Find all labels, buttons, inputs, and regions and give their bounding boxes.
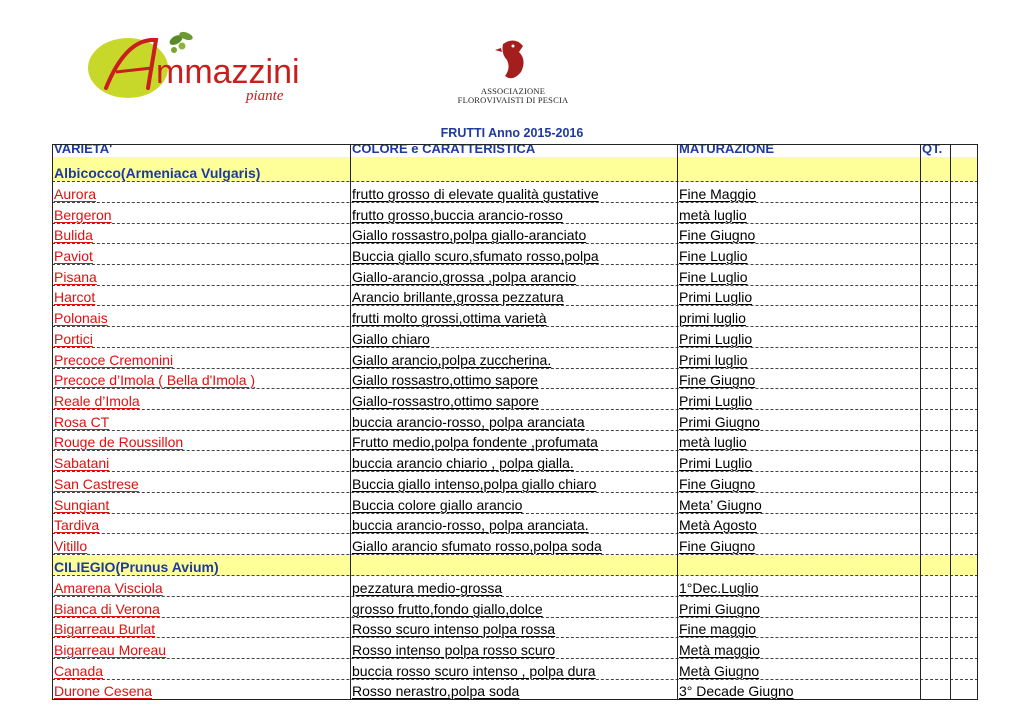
qty-cell xyxy=(920,514,950,533)
variety-cell: Precoce d’Imola ( Bella d'Imola ) xyxy=(54,372,256,388)
maturation-cell: Fine Giugno xyxy=(679,227,756,243)
brand-sub: piante xyxy=(246,88,284,104)
extra-cell xyxy=(950,659,978,679)
color-cell: Frutto medio,polpa fondente ,profumata xyxy=(352,434,598,450)
color-cell: Rosso scuro intenso polpa rossa xyxy=(352,621,556,637)
extra-cell xyxy=(950,389,978,409)
color-cell: Giallo arancio sfumato rosso,polpa soda xyxy=(352,538,602,554)
column-header-variety: VARIETA' xyxy=(54,144,113,156)
variety-cell: Rosa CT xyxy=(54,414,110,430)
color-cell: frutto grosso di elevate qualità gustative xyxy=(352,186,599,202)
variety-cell: San Castrese xyxy=(54,476,139,492)
table-row xyxy=(52,286,978,306)
column-header-qty: QT. xyxy=(922,144,943,156)
column-header-maturation: MATURAZIONE xyxy=(679,144,775,156)
variety-cell: Polonais xyxy=(54,310,108,326)
column-divider xyxy=(950,144,951,700)
variety-cell: Aurora xyxy=(54,186,97,202)
maturation-cell: Meta’ Giugno xyxy=(679,497,762,513)
variety-cell: Bergeron xyxy=(54,207,112,223)
variety-cell: Durone Cesena xyxy=(54,683,153,699)
maturation-cell: Metà maggio xyxy=(679,642,760,658)
table-row xyxy=(52,244,978,265)
qty-cell xyxy=(920,576,950,596)
qty-cell xyxy=(920,286,950,305)
extra-cell xyxy=(950,451,978,471)
color-cell: Giallo chiaro xyxy=(352,331,430,347)
qty-cell xyxy=(920,224,950,243)
table-row xyxy=(52,431,978,451)
extra-cell xyxy=(950,286,978,305)
table-row xyxy=(52,680,978,700)
qty-cell xyxy=(920,265,950,285)
qty-cell xyxy=(920,493,950,513)
variety-cell: Harcot xyxy=(54,289,96,305)
extra-cell xyxy=(950,410,978,430)
qty-cell xyxy=(920,534,950,554)
variety-cell: Pisana xyxy=(54,269,97,285)
maturation-cell: Primi Luglio xyxy=(679,455,753,471)
table-row xyxy=(52,659,978,680)
color-cell: Buccia colore giallo arancio xyxy=(352,497,523,513)
color-cell: Buccia giallo scuro,sfumato rosso,polpa xyxy=(352,248,599,264)
qty-cell xyxy=(920,369,950,388)
color-cell: buccia arancio-rosso, polpa aranciata. xyxy=(352,517,589,533)
variety-cell: Canada xyxy=(54,663,104,679)
qty-cell xyxy=(920,597,950,617)
table-row xyxy=(52,472,978,493)
table-row xyxy=(52,389,978,410)
maturation-cell: Metà Agosto xyxy=(679,517,757,533)
color-cell: grosso frutto,fondo giallo,dolce xyxy=(352,601,543,617)
qty-cell xyxy=(920,244,950,264)
column-divider xyxy=(920,144,921,700)
maturation-cell: 3° Decade Giugno xyxy=(679,683,794,699)
color-cell xyxy=(350,157,677,181)
table-row xyxy=(52,369,978,389)
maturation-cell xyxy=(677,555,920,575)
variety-cell: Sabatani xyxy=(54,455,110,471)
maturation-cell: Primi Giugno xyxy=(679,601,760,617)
extra-cell xyxy=(950,514,978,533)
table-row xyxy=(52,182,978,203)
maturation-cell: metà luglio xyxy=(679,207,747,223)
variety-cell: CILIEGIO(Prunus Avium) xyxy=(54,559,219,575)
color-cell xyxy=(350,555,677,575)
maturation-cell: Fine Luglio xyxy=(679,269,748,285)
bird-emblem-icon xyxy=(493,38,533,82)
qty-cell xyxy=(920,348,950,368)
maturation-cell: Primi Giugno xyxy=(679,414,760,430)
qty-cell xyxy=(920,389,950,409)
maturation-cell: Primi luglio xyxy=(679,352,748,368)
color-cell: Rosso intenso polpa rosso scuro xyxy=(352,642,556,658)
extra-cell xyxy=(950,203,978,223)
extra-cell xyxy=(950,244,978,264)
extra-cell xyxy=(950,534,978,554)
variety-cell: Rouge de Roussillon xyxy=(54,434,184,450)
brand-name: mmazzini xyxy=(156,53,300,91)
variety-cell: Portici xyxy=(54,331,93,347)
variety-cell: Precoce Cremonini xyxy=(54,352,174,368)
variety-cell: Bianca di Verona xyxy=(54,601,160,617)
qty-cell xyxy=(920,618,950,637)
color-cell: buccia rosso scuro intenso , polpa dura xyxy=(352,663,596,679)
maturation-cell: metà luglio xyxy=(679,434,747,450)
ammazzini-logo-graphic xyxy=(86,28,316,106)
table-row xyxy=(52,597,978,618)
qty-cell xyxy=(920,555,950,575)
table-row xyxy=(52,265,978,286)
qty-cell xyxy=(920,680,950,699)
color-cell: Arancio brillante,grossa pezzatura xyxy=(352,289,564,305)
extra-cell xyxy=(950,306,978,326)
qty-cell xyxy=(920,638,950,658)
table-row xyxy=(52,224,978,244)
qty-cell xyxy=(920,327,950,347)
variety-cell: Bulida xyxy=(54,227,93,243)
table-row xyxy=(52,327,978,348)
extra-cell xyxy=(950,555,978,575)
color-cell: Rosso nerastro,polpa soda xyxy=(352,683,520,699)
extra-cell xyxy=(950,576,978,596)
extra-cell xyxy=(950,265,978,285)
qty-cell xyxy=(920,306,950,326)
color-cell: Giallo-rossastro,ottimo sapore xyxy=(352,393,539,409)
color-cell: Giallo arancio,polpa zuccherina. xyxy=(352,352,552,368)
variety-cell: Vitillo xyxy=(54,538,88,554)
maturation-cell: Fine Giugno xyxy=(679,372,756,388)
table-row xyxy=(52,410,978,431)
maturation-cell: Primi Luglio xyxy=(679,393,753,409)
table-row xyxy=(52,348,978,369)
color-cell: frutti molto grossi,ottima varietà xyxy=(352,310,547,326)
qty-cell xyxy=(920,203,950,223)
maturation-cell: primi luglio xyxy=(679,310,746,326)
color-cell: buccia arancio-rosso, polpa aranciata xyxy=(352,414,585,430)
extra-cell xyxy=(950,680,978,699)
extra-cell xyxy=(950,493,978,513)
extra-cell xyxy=(950,348,978,368)
color-cell: Giallo rossastro,ottimo sapore xyxy=(352,372,538,388)
maturation-cell: Primi Luglio xyxy=(679,289,753,305)
maturation-cell: Fine Luglio xyxy=(679,248,748,264)
association-logo xyxy=(452,38,574,106)
assoc-line1: ASSOCIAZIONE xyxy=(480,86,546,96)
table-row xyxy=(52,203,978,224)
extra-cell xyxy=(950,638,978,658)
qty-cell xyxy=(920,157,950,181)
extra-cell xyxy=(950,431,978,450)
section-row xyxy=(52,157,978,182)
maturation-cell: 1°Dec.Luglio xyxy=(679,580,759,596)
sheet-title: FRUTTI Anno 2015-2016 xyxy=(440,126,584,140)
section-row xyxy=(52,555,978,576)
fruit-table xyxy=(52,144,978,700)
extra-cell xyxy=(950,369,978,388)
variety-cell: Tardiva xyxy=(54,517,100,533)
maturation-cell: Metà Giugno xyxy=(679,663,760,679)
table-row xyxy=(52,514,978,534)
color-cell: buccia arancio chiario , polpa gialla. xyxy=(352,455,574,471)
table-row xyxy=(52,576,978,597)
extra-cell xyxy=(950,472,978,492)
maturation-cell: Fine Giugno xyxy=(679,538,756,554)
variety-cell: Reale d’Imola xyxy=(54,393,140,409)
column-divider xyxy=(677,144,678,700)
qty-cell xyxy=(920,410,950,430)
qty-cell xyxy=(920,451,950,471)
variety-cell: Bigarreau Moreau xyxy=(54,642,167,658)
table-row xyxy=(52,534,978,555)
table-row xyxy=(52,451,978,472)
extra-cell xyxy=(950,157,978,181)
qty-cell xyxy=(920,659,950,679)
qty-cell xyxy=(920,182,950,202)
extra-cell xyxy=(950,224,978,243)
extra-cell xyxy=(950,618,978,637)
color-cell: frutto grosso,buccia arancio-rosso xyxy=(352,207,563,223)
extra-cell xyxy=(950,597,978,617)
maturation-cell: Fine maggio xyxy=(679,621,757,637)
maturation-cell xyxy=(677,157,920,181)
extra-cell xyxy=(950,182,978,202)
extra-cell xyxy=(950,327,978,347)
maturation-cell: Primi Luglio xyxy=(679,331,753,347)
column-divider xyxy=(350,144,351,700)
assoc-line2: FLOROVIVAISTI DI PESCIA xyxy=(457,95,569,105)
variety-cell: Albicocco(Armeniaca Vulgaris) xyxy=(54,165,261,181)
variety-cell: Paviot xyxy=(54,248,93,264)
ammazzini-logo xyxy=(86,28,316,106)
variety-cell: Sungiant xyxy=(54,497,110,513)
table-row xyxy=(52,618,978,638)
qty-cell xyxy=(920,472,950,492)
table-row xyxy=(52,638,978,659)
variety-cell: Bigarreau Burlat xyxy=(54,621,156,637)
qty-cell xyxy=(920,431,950,450)
table-row xyxy=(52,493,978,514)
color-cell: pezzatura medio-grossa xyxy=(352,580,503,596)
column-header-color: COLORE e CARATTERISTICA xyxy=(352,144,536,156)
table-header-row xyxy=(52,144,978,158)
color-cell: Buccia giallo intenso,polpa giallo chiaro xyxy=(352,476,597,492)
table-row xyxy=(52,306,978,327)
color-cell: Giallo rossastro,polpa giallo-aranciato xyxy=(352,227,587,243)
variety-cell: Amarena Visciola xyxy=(54,580,163,596)
maturation-cell: Fine Giugno xyxy=(679,476,756,492)
color-cell: Giallo-arancio,grossa ,polpa arancio xyxy=(352,269,577,285)
maturation-cell: Fine Maggio xyxy=(679,186,757,202)
